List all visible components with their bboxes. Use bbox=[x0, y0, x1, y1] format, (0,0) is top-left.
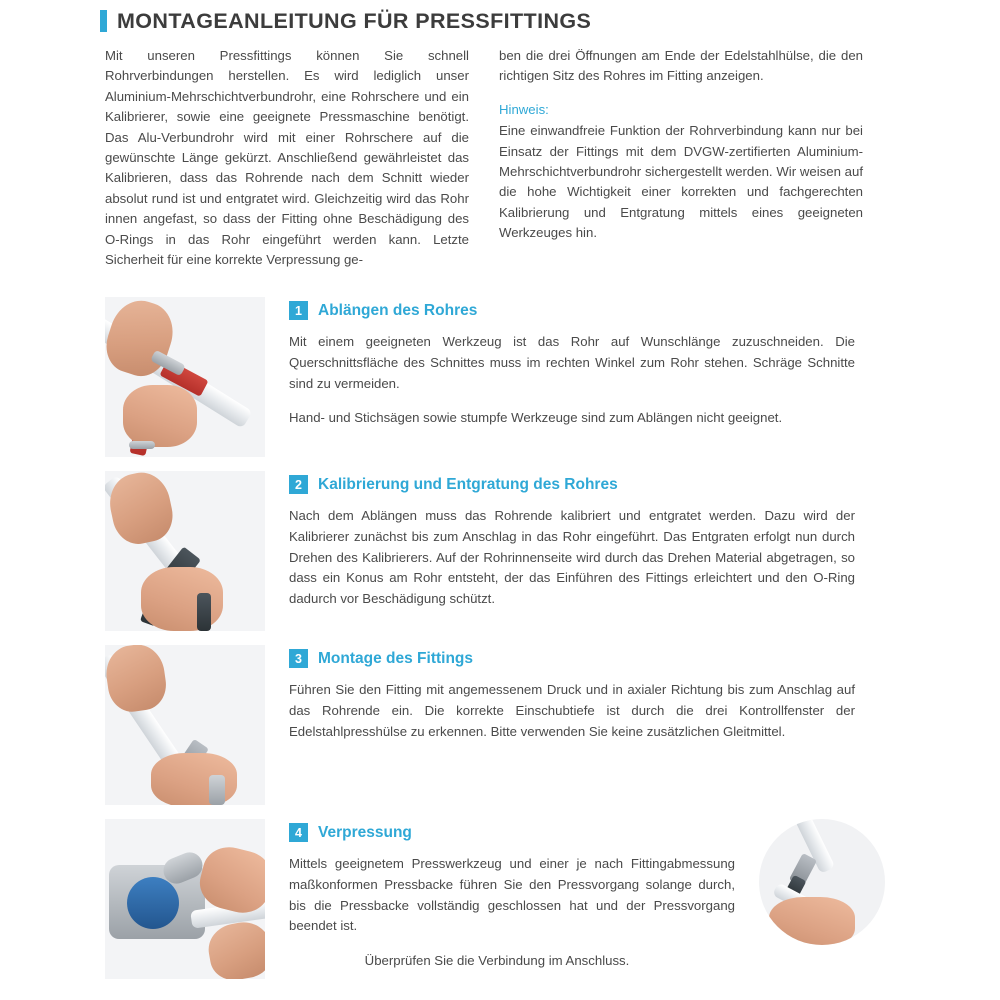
step-3-paragraph-1: Führen Sie den Fitting mit angemessenem Druck und in axialer Richtung bis zum Anschlag auf das Rohrende ein. Die korrekte Einschubtiefe ist durch die drei Kontrollfenster der Edelstahlpresshülse zu erkennen. Bitte verwenden Sie keine zusätzlichen Gleitmittel. bbox=[289, 682, 855, 739]
step-2-body bbox=[289, 471, 855, 631]
note-text: Eine einwandfreie Funktion der Rohrverbindung kann nur bei Einsatz der Fittings mit dem DVGW-zertifierten Aluminium-Mehrschichtverbundrohr sichergestellt werden. Wir weisen auf die hohe Wichtigkeit einer korrekten und fachgerechten Kalibrierung und Entgratung mittels eines geeigneten Werkzeuges hin. bbox=[499, 123, 863, 241]
step-2-number: 2 bbox=[289, 475, 308, 494]
photo-finished-joint bbox=[759, 819, 885, 945]
step-3-body bbox=[289, 645, 855, 805]
step-4-title: Verpressung bbox=[318, 823, 412, 841]
intro-column-left bbox=[105, 46, 469, 283]
note-label: Hinweis: bbox=[499, 101, 549, 117]
step-3-title: Montage des Fittings bbox=[318, 649, 473, 667]
step-3-header bbox=[289, 649, 855, 668]
step-1-body bbox=[289, 297, 855, 457]
title-accent-bar bbox=[100, 10, 107, 32]
step-1-paragraph-2: Hand- und Stichsägen sowie stumpfe Werkzeuge sind zum Ablängen nicht geeignet. bbox=[289, 410, 783, 426]
step-1-paragraph-1: Mit einem geeigneten Werkzeug ist das Rohr auf Wunschlänge zuzuschneiden. Die Querschnittsfläche des Schnittes muss im rechten Winkel zum Rohr stehen. Schräge Schnitte sind zu vermeiden. bbox=[289, 334, 855, 391]
step-4-paragraph-1: Mittels geeignetem Presswerkzeug und einer je nach Fittingabmessung maßkonformen Pressbacke führen Sie den Pressvorgang solange durch, bis die Pressbacke vollständig geschlossen hat und der Pressvorgang beendet ist. bbox=[289, 856, 735, 934]
step-1-header bbox=[289, 301, 855, 320]
step-4-closing-text: Überprüfen Sie die Verbindung im Anschluss. bbox=[364, 952, 630, 968]
step-2-header bbox=[289, 475, 855, 494]
title-text: MONTAGEANLEITUNG FÜR PRESSFITTINGS bbox=[117, 8, 592, 33]
step-4-header bbox=[289, 823, 855, 842]
step-4 bbox=[105, 819, 855, 979]
step-1-title: Ablängen des Rohres bbox=[318, 301, 478, 319]
intro-column-right bbox=[499, 46, 863, 283]
page-title bbox=[0, 0, 1000, 38]
step-4-number: 4 bbox=[289, 823, 308, 842]
step-1-number: 1 bbox=[289, 301, 308, 320]
intro-section bbox=[0, 38, 1000, 283]
photo-pipe-cutter bbox=[105, 297, 265, 457]
step-1 bbox=[105, 297, 855, 457]
step-2 bbox=[105, 471, 855, 631]
photo-press-tool bbox=[105, 819, 265, 979]
step-3 bbox=[105, 645, 855, 805]
step-2-paragraph-1: Nach dem Ablängen muss das Rohrende kalibriert und entgratet werden. Dazu wird der Kalibrierer zunächst bis zum Anschlag in das Rohr eingeführt. Das Entgraten erfolgt nun durch Drehen des Kalibrierers. Auf der Rohrinnenseite wird durch das Drehen Material abgetragen, so dass ein Konus am Rohr entsteht, der das Einführen des Fittings erleichtert und den O-Ring dadurch vor Beschädigung schützt. bbox=[289, 508, 855, 606]
intro-paragraph-right: ben die drei Öffnungen am Ende der Edelstahlhülse, die den richtigen Sitz des Rohres im Fitting anzeigen. bbox=[499, 48, 863, 84]
intro-paragraph-left: Mit unseren Pressfittings können Sie schnell Rohrverbindungen herstellen. Es wird lediglich unser Aluminium-Mehrschichtverbundrohr, eine Rohrschere und ein Kalibrierer, sowie eine geeignete Pressmaschine benötigt. Das Alu-Verbundrohr wird mit einer Rohrschere auf die gewünschte Länge gekürzt. Anschließend gewährleistet das Kalibrieren, dass das Rohrende nach dem Schnitt wieder absolut rund ist und entgratet wird. Gleichzeitig wird das Rohr innen angefast, so dass der Fitting ohne Beschädigung des O-Rings in das Rohr eingeführt werden kann. Letzte Sicherheit für eine korrekte Verpressung ge- bbox=[105, 48, 469, 268]
photo-calibrator bbox=[105, 471, 265, 631]
step-3-number: 3 bbox=[289, 649, 308, 668]
step-2-title: Kalibrierung und Entgratung des Rohres bbox=[318, 475, 618, 493]
step-4-body bbox=[289, 819, 855, 979]
photo-fitting-assembly bbox=[105, 645, 265, 805]
steps-section bbox=[0, 283, 1000, 979]
